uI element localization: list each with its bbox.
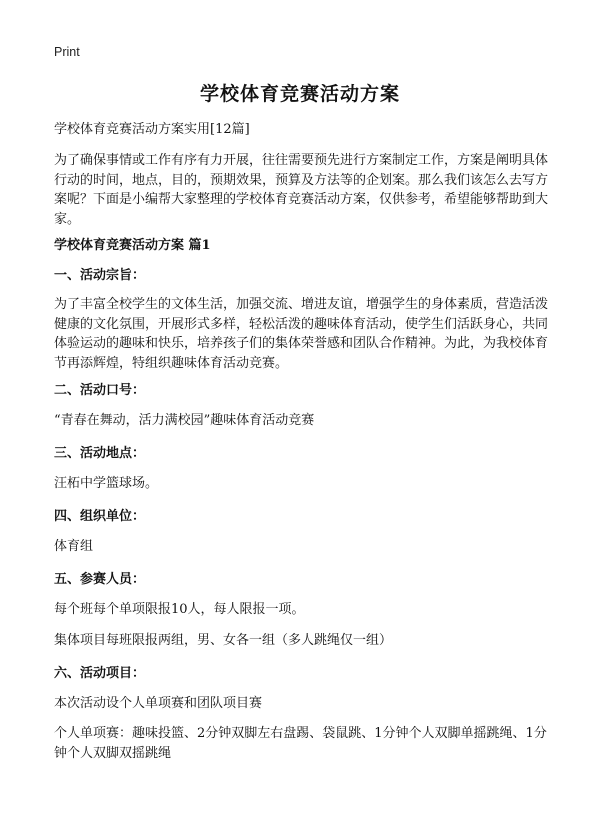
section-text-participants-2: 集体项目每班限报两组，男、女各一组（多人跳绳仅一组） xyxy=(54,633,393,648)
document-title: 学校体育竞赛活动方案 xyxy=(199,83,400,105)
section-heading-participants: 五、参赛人员： xyxy=(54,572,146,587)
section-text-events-1: 本次活动设个人单项赛和团队项目赛 xyxy=(54,696,263,711)
section-text-slogan: “青春在舞动，活力满校园”趣味体育活动竞赛 xyxy=(54,413,315,428)
document-subtitle: 学校体育竞赛活动方案实用[12篇] xyxy=(54,122,250,137)
article-title: 学校体育竞赛活动方案 篇1 xyxy=(54,238,211,253)
section-heading-organizer: 四、组织单位： xyxy=(54,509,146,524)
intro-paragraph: 为了确保事情或工作有序有力开展，往往需要预先进行方案制定工作，方案是阐明具体行动的时间，地点，目的，预期效果，预算及方法等的企划案。那么我们该怎么去写方案呢？下面是小编帮大家整理的学校体育竞赛活动方案，仅供参考，希望能够帮助到大家。 xyxy=(54,153,549,227)
section-text-organizer: 体育组 xyxy=(54,539,94,554)
section-heading-events: 六、活动项目： xyxy=(54,666,146,681)
section-heading-purpose: 一、活动宗旨： xyxy=(54,268,146,283)
section-text-participants-1: 每个班每个单项限报10人，每人限报一项。 xyxy=(54,602,305,617)
section-text-purpose: 为了丰富全校学生的文体生活，加强交流、增进友谊，增强学生的身体素质，营造活泼健康的文化氛围，开展形式多样，轻松活泼的趣味体育活动，使学生们活跃身心，共同体验运动的趣味和快乐，培养孩子们的集体荣誉感和团队合作精神。为此，为我校体育节再添辉煌，特组织趣味体育活动竞赛。 xyxy=(54,297,549,371)
section-heading-slogan: 二、活动口号： xyxy=(54,383,146,398)
section-heading-venue: 三、活动地点： xyxy=(54,446,146,461)
print-link[interactable]: Print xyxy=(54,45,80,59)
section-text-events-2: 个人单项赛：趣味投篮、2分钟双脚左右盘踢、袋鼠跳、1分钟个人双脚单摇跳绳、1分钟个人双脚双摇跳绳 xyxy=(54,726,547,761)
section-text-venue: 汪柘中学篮球场。 xyxy=(54,476,159,491)
